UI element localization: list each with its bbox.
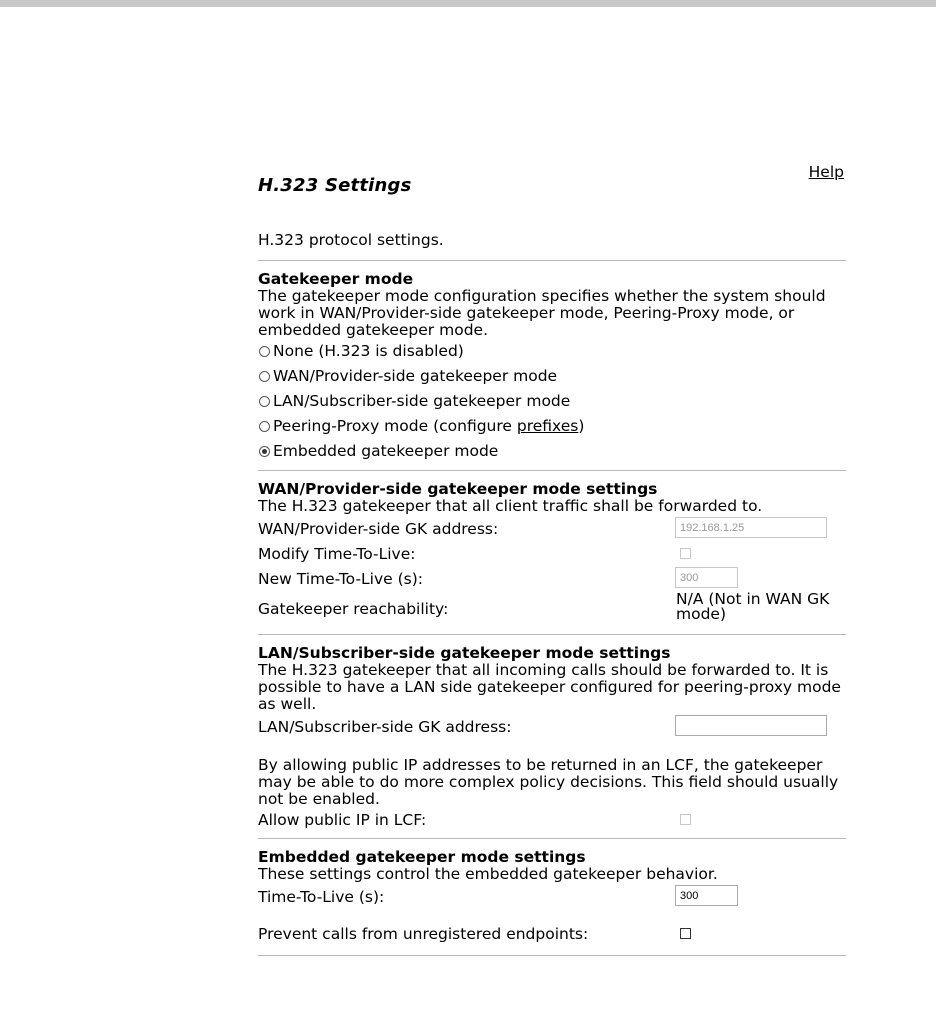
- modify-ttl-checkbox[interactable]: [680, 548, 691, 559]
- new-ttl-input[interactable]: [675, 567, 738, 588]
- field-label: Prevent calls from unregistered endpoints:: [258, 925, 589, 943]
- allow-public-ip-checkbox[interactable]: [680, 814, 691, 825]
- help-link[interactable]: Help: [808, 163, 844, 181]
- field-control: [675, 517, 827, 538]
- page-title: H.323 Settings: [258, 175, 412, 196]
- title-row: [258, 155, 846, 195]
- lan-gk-address-row: [258, 715, 846, 740]
- radio-label: LAN/Subscriber-side gatekeeper mode: [273, 392, 571, 410]
- field-label: New Time-To-Live (s):: [258, 570, 424, 588]
- gatekeeper-mode-section: [258, 261, 846, 470]
- field-control: [675, 885, 738, 906]
- embedded-ttl-row: [258, 885, 846, 910]
- h323-settings-panel: [258, 155, 846, 956]
- top-bar: [0, 0, 936, 7]
- wan-settings-section: [258, 471, 846, 634]
- radio-button[interactable]: [259, 371, 270, 382]
- field-label: WAN/Provider-side GK address:: [258, 520, 499, 538]
- section-description: The gatekeeper mode configuration specifies whether the system should work in WAN/Provider-side gatekeeper mode, Peering-Proxy mode, or embedded gatekeeper mode.: [258, 287, 826, 339]
- section-title: Gatekeeper mode: [258, 270, 414, 288]
- radio-label: WAN/Provider-side gatekeeper mode: [273, 367, 558, 385]
- prevent-unregistered-checkbox[interactable]: [680, 928, 691, 939]
- spacer: [258, 740, 846, 757]
- field-label: Gatekeeper reachability:: [258, 600, 449, 618]
- radio-label: [273, 418, 584, 435]
- divider: [258, 955, 846, 956]
- modify-ttl-row: [258, 542, 846, 567]
- section-title: Embedded gatekeeper mode settings: [258, 848, 586, 866]
- radio-none[interactable]: [258, 339, 846, 364]
- radio-label-suffix: ): [578, 417, 585, 435]
- section-title: LAN/Subscriber-side gatekeeper mode settings: [258, 644, 671, 662]
- radio-wan[interactable]: [258, 364, 846, 389]
- radio-button[interactable]: [259, 396, 270, 407]
- field-control: [675, 715, 827, 736]
- reachability-value: N/A (Not in WAN GK mode): [676, 590, 830, 623]
- reachability-row: [258, 592, 846, 626]
- lan-gk-address-input[interactable]: [675, 715, 827, 736]
- new-ttl-row: [258, 567, 846, 592]
- section-title: WAN/Provider-side gatekeeper mode settings: [258, 480, 658, 498]
- radio-lan[interactable]: [258, 389, 846, 414]
- field-label: Modify Time-To-Live:: [258, 545, 416, 563]
- radio-label-text: Peering-Proxy mode (configure: [273, 417, 517, 435]
- radio-button-selected[interactable]: [259, 446, 270, 457]
- embedded-ttl-input[interactable]: [675, 885, 738, 906]
- prevent-unregistered-row: [258, 922, 846, 947]
- intro-text: H.323 protocol settings.: [258, 231, 444, 249]
- radio-embedded[interactable]: [258, 439, 846, 464]
- wan-gk-address-input[interactable]: [675, 517, 827, 538]
- radio-peering-proxy[interactable]: [258, 414, 846, 439]
- embedded-settings-section: [258, 839, 846, 955]
- section-description: The H.323 gatekeeper that all incoming calls should be forwarded to. It is possible to have a LAN side gatekeeper configured for peering-proxy mode as well.: [258, 661, 841, 713]
- wan-gk-address-row: [258, 517, 846, 542]
- allow-public-ip-row: [258, 808, 846, 833]
- radio-label: None (H.323 is disabled): [273, 342, 464, 360]
- section-description: These settings control the embedded gatekeeper behavior.: [258, 865, 718, 883]
- field-control: [675, 567, 738, 588]
- section-description: The H.323 gatekeeper that all client traffic shall be forwarded to.: [258, 497, 763, 515]
- lan-settings-section: [258, 635, 846, 838]
- radio-button[interactable]: [259, 346, 270, 357]
- field-label: Time-To-Live (s):: [258, 888, 385, 906]
- radio-button[interactable]: [259, 421, 270, 432]
- public-ip-note: By allowing public IP addresses to be returned in an LCF, the gatekeeper may be able to do more complex policy decisions. This field should usually not be enabled.: [258, 756, 839, 808]
- field-label: Allow public IP in LCF:: [258, 811, 427, 829]
- radio-label: Embedded gatekeeper mode: [273, 442, 499, 460]
- field-label: LAN/Subscriber-side GK address:: [258, 718, 512, 736]
- prefixes-link[interactable]: prefixes: [516, 417, 579, 435]
